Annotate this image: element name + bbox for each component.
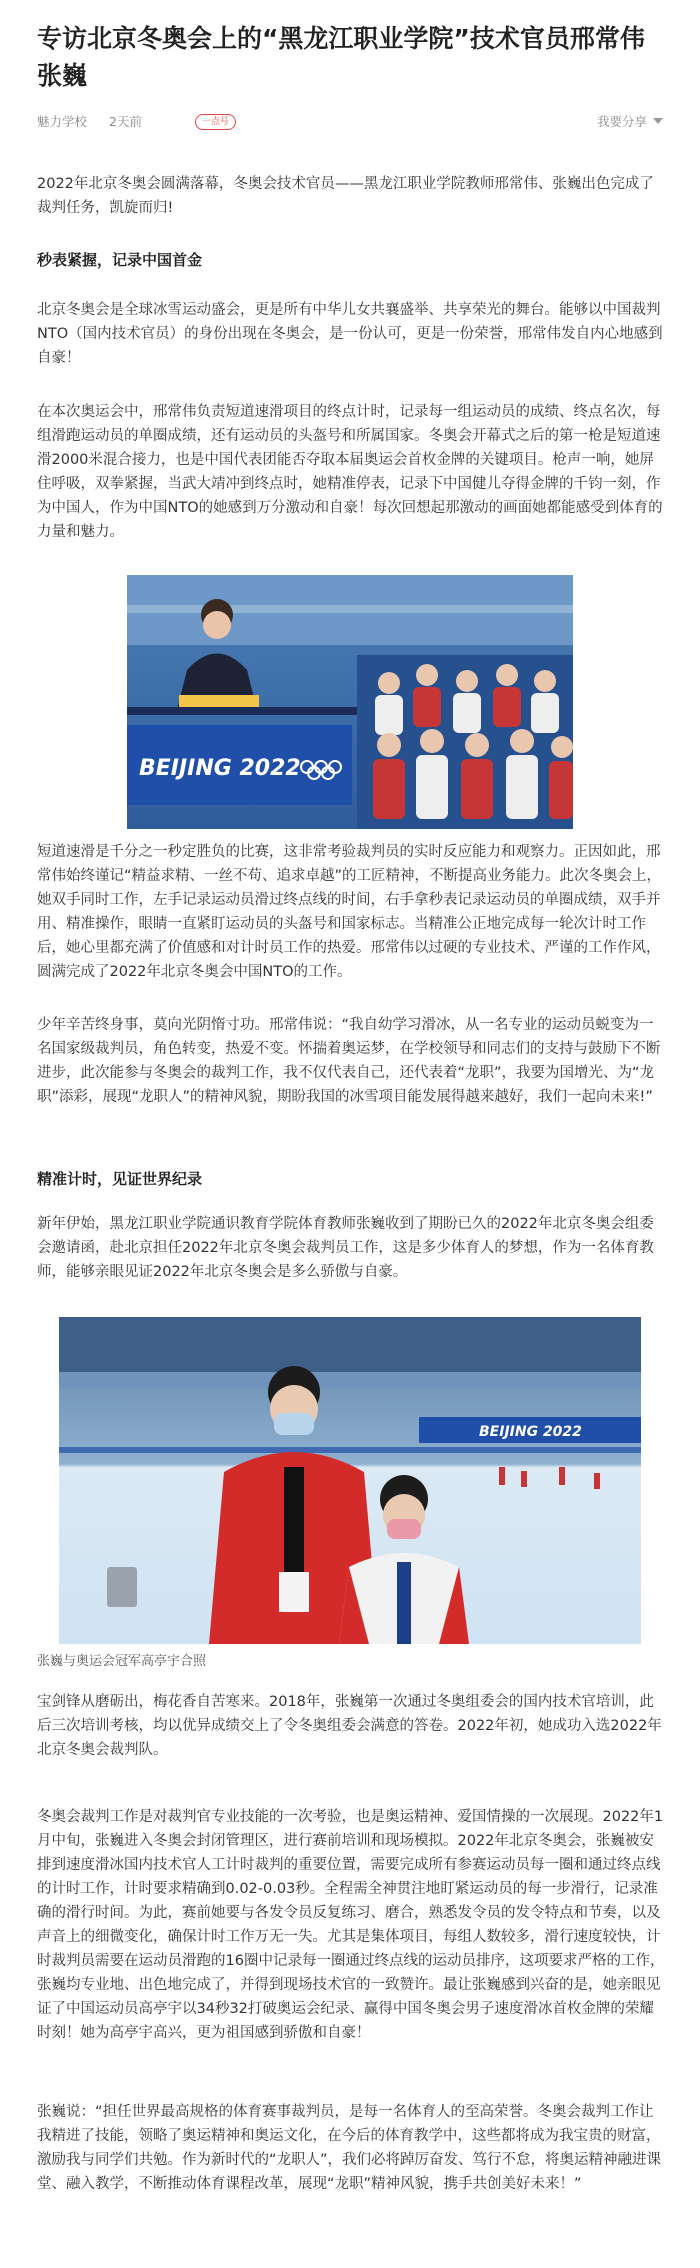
- share-button[interactable]: [597, 112, 663, 132]
- paragraph-3: 短道速滑是千分之一秒定胜负的比赛，这非常考验裁判员的实时反应能力和观察力。正因如此，邢常伟始终谨记“精益求精、一丝不苟、追求卓越”的工匠精神，不断提高业务能力。此次冬奥会上，她双手同时工作，左手记录运动员滑过终点线的时间，右手拿秒表记录运动员的单圈成绩，双手并用、精准操作，眼睛一直紧盯运动员的头盔号和国家标志。当精准公正地完成每一轮次计时工作后，她心里都充满了价值感和对计时员工作的热爱。邢常伟以过硬的专业技术、严谨的工作作风，圆满完成了2022年北京冬奥会中国NTO的工作。: [37, 844, 662, 980]
- photo-caption: 张巍与奥运会冠军高亭宇合照: [37, 1654, 207, 1669]
- article-title: 专访北京冬奥会上的“黑龙江职业学院”技术官员邢常伟张巍: [37, 24, 645, 90]
- photo-timing-desk-image: [127, 575, 573, 829]
- share-label: 我要分享: [596, 114, 647, 129]
- account-badge: 一点号: [195, 114, 236, 130]
- publish-time: 2天前: [109, 114, 142, 129]
- section-heading-1: 秒表紧握，记录中国首金: [37, 251, 203, 269]
- paragraph-8: 张巍说：“担任世界最高规格的体育赛事裁判员，是每一名体育人的至高荣誉。冬奥会裁判工作让我精进了技能，领略了奥运精神和奥运文化，在今后的体育教学中，这些都将成为我宝贵的财富，激励我与同学们共勉。作为新时代的“龙职人”，我们必将踔厉奋发、笃行不怠，将奥运精神融进课堂、融入教学，不断推动体育课程改革，展现“龙职”精神风貌，携手共创美好未来！”: [37, 2104, 662, 2192]
- paragraph-intro: 2022年北京冬奥会圆满落幕，冬奥会技术官员——黑龙江职业学院教师邢常伟、张巍出色完成了裁判任务，凯旋而归!: [37, 176, 654, 216]
- paragraph-4: 少年辛苦终身事，莫向光阴惰寸功。邢常伟说：“我自幼学习滑冰，从一名专业的运动员蜕变为一名国家级裁判员，角色转变，热爱不变。怀揣着奥运梦，在学校领导和同志们的支持与鼓励下不断进步，此次能参与冬奥会的裁判工作，我不仅代表自己，还代表着“龙职”，我要为国增光、为“龙职”添彩，展现“龙职人”的精神风貌，期盼我国的冰雪项目能发展得越来越好，我们一起向未来!”: [37, 1017, 661, 1105]
- article-meta: [37, 112, 663, 132]
- photo-with-champion: [59, 1317, 641, 1644]
- paragraph-2: 在本次奥运会中，邢常伟负责短道速滑项目的终点计时，记录每一组运动员的成绩、终点名次，每组滑跑运动员的单圈成绩，还有运动员的头盔号和所属国家。冬奥会开幕式之后的第一枪是短道速滑2000米混合接力，也是中国代表团能否夺取本届奥运会首枚金牌的关键项目。枪声一响，她屏住呼吸，双拳紧握，当武大靖冲到终点时，她精准停表，记录下中国健儿夺得金牌的千钧一刻，作为中国人，作为中国NTO的她感到万分激动和自豪！每次回想起那激动的画面她都能感受到体育的力量和魅力。: [37, 404, 663, 540]
- paragraph-1: 北京冬奥会是全球冰雪运动盛会，更是所有中华儿女共襄盛举、共享荣光的舞台。能够以中国裁判NTO（国内技术官员）的身份出现在冬奥会，是一份认可，更是一份荣誉，邢常伟发自内心地感到自豪！: [37, 302, 663, 366]
- section-heading-2: 精准计时，见证世界纪录: [37, 1170, 203, 1188]
- photo1-banner-text: BEIJING 2022: [139, 756, 301, 781]
- photo-timing-desk: [127, 575, 573, 829]
- paragraph-6: 宝剑锋从磨砺出，梅花香自苦寒来。2018年，张巍第一次通过冬奥组委会的国内技术官培训，此后三次培训考核，均以优异成绩交上了令冬奥组委会满意的答卷。2022年初，她成功入选2022年北京冬奥会裁判队。: [37, 1694, 662, 1758]
- paragraph-5: 新年伊始，黑龙江职业学院通识教育学院体育教师张巍收到了期盼已久的2022年北京冬奥会组委会邀请函，赴北京担任2022年北京冬奥会裁判员工作，这是多少体育人的梦想，作为一名体育教师，能够亲眼见证2022年北京冬奥会是多么骄傲与自豪。: [37, 1216, 654, 1280]
- paragraph-7: 冬奥会裁判工作是对裁判官专业技能的一次考验，也是奥运精神、爱国情操的一次展现。2022年1月中旬，张巍进入冬奥会封闭管理区，进行赛前培训和现场模拟。2022年北京冬奥会，张巍被安排到速度滑冰国内技术官人工计时裁判的重要位置，需要完成所有参赛运动员每一圈和通过终点线的计时工作，计时要求精确到0.02-0.03秒。全程需全神贯注地盯紧运动员的每一步滑行，记录准确的滑行时间。为此，赛前她要与各发令员反复练习、磨合，熟悉发令员的发令特点和节奏，以及声音上的细微变化，确保计时工作万无一失。尤其是集体项目，每组人数较多，滑行速度较快，计时裁判员需要在运动员滑跑的16圈中记录每一圈通过终点线的运动员排序，这项要求严格的工作，张巍均专业地、出色地完成了，并得到现场技术官的一致赞许。最让张巍感到兴奋的是，她亲眼见证了中国运动员高亭宇以34秒32打破奥运会纪录、赢得中国冬奥会男子速度滑冰首枚金牌的荣耀时刻！她为高亭宇高兴，更为祖国感到骄傲和自豪！: [37, 1809, 665, 2041]
- chevron-down-icon: [653, 118, 663, 124]
- photo2-banner-text: BEIJING 2022: [479, 1424, 582, 1440]
- source-account[interactable]: 魅力学校: [37, 114, 88, 129]
- photo-with-champion-image: [59, 1317, 641, 1644]
